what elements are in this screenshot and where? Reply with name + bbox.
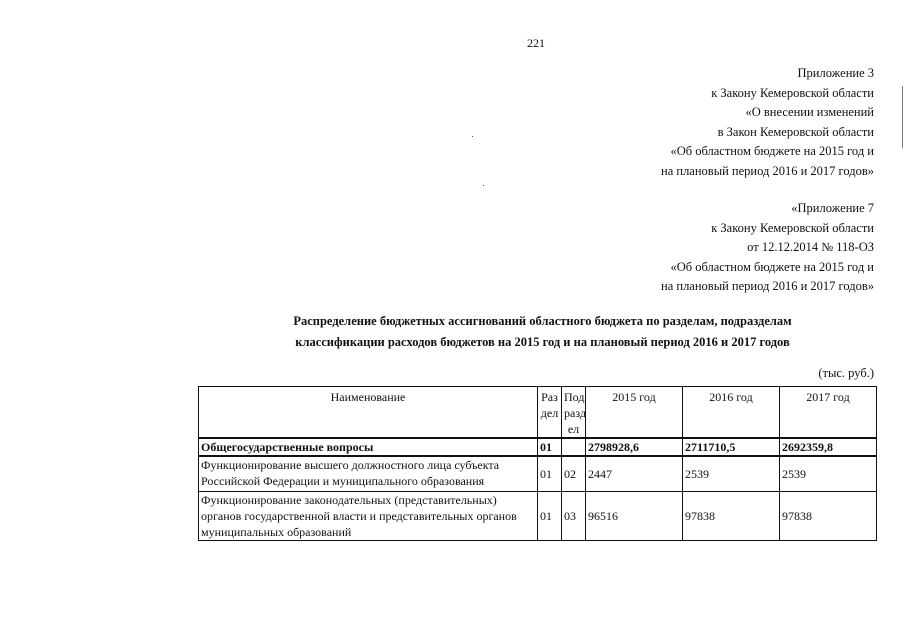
cell-2016: 2539 [683,456,780,492]
cell-section: 01 [538,456,562,492]
title-line: Распределение бюджетных ассигнований областного бюджета по разделам, подразделам [293,314,792,328]
cell-2017: 97838 [780,492,877,541]
header-2016: 2016 год [683,387,780,439]
table-row [199,492,877,541]
cell-section: 01 [538,492,562,541]
annex3-line: «О внесении изменений [745,105,874,119]
scan-speck [483,185,484,186]
table-row [199,438,877,456]
cell-subsection: 02 [562,456,586,492]
header-2015: 2015 год [586,387,683,439]
header-section: Раз дел [538,387,562,439]
annex3-header [661,64,874,181]
cell-2015: 96516 [586,492,683,541]
cell-2015: 2798928,6 [586,438,683,456]
budget-table [198,386,877,541]
cell-2017: 2692359,8 [780,438,877,456]
table-header-row [199,387,877,439]
annex3-line: на плановый период 2016 и 2017 годов» [661,163,874,178]
cell-2016: 2711710,5 [683,438,780,456]
annex3-line: к Закону Кемеровской области [711,85,874,100]
cell-name: Функционирование законодательных (представительных) органов государственной власти и представительных органов муниципальных образований [199,492,538,541]
annex3-line: «Об областном бюджете на 2015 год и [670,144,874,158]
annex3-line: Приложение 3 [797,66,874,80]
annex7-line: к Закону Кемеровской области [711,220,874,235]
table-row [199,456,877,492]
title-line: классификации расходов бюджетов на 2015 год и на плановый период 2016 и 2017 годов [295,335,790,349]
scan-speck [472,136,473,137]
annex7-line: «Об областном бюджете на 2015 год и [670,259,874,274]
document-title [180,311,905,353]
cell-subsection [562,438,586,456]
cell-name: Функционирование высшего должностного лица субъекта Российской Федерации и муниципального образования [199,456,538,492]
cell-2015: 2447 [586,456,683,492]
cell-2017: 2539 [780,456,877,492]
annex7-header [661,199,874,297]
cell-section: 01 [538,438,562,456]
cell-2016: 97838 [683,492,780,541]
annex7-line: на плановый период 2016 и 2017 годов» [661,279,874,293]
units-label: (тыс. руб.) [818,366,874,380]
annex3-line: в Закон Кемеровской области [717,124,874,139]
header-2017: 2017 год [780,387,877,439]
scan-edge-line [902,86,903,148]
cell-subsection: 03 [562,492,586,541]
header-subsection: Под разд ел [562,387,586,439]
page-number: 221 [527,36,545,50]
header-name: Наименование [199,387,538,439]
cell-name: Общегосударственные вопросы [199,438,538,456]
annex7-line: от 12.12.2014 № 118-ОЗ [747,240,874,254]
annex7-line: «Приложение 7 [791,201,874,215]
